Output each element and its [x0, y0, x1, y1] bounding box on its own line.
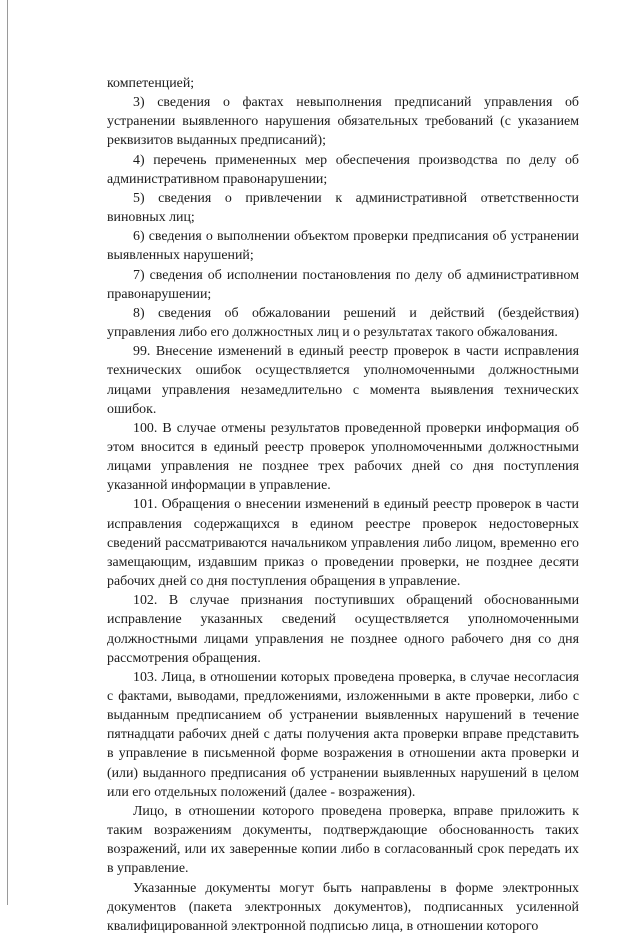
paragraph-101: 101. Обращения о внесении изменений в единый реестр проверок в части исправления содержащихся в едином реестре проверок недостоверных сведений рассматриваются начальником управления либо лицом, временно его замещающим, издавшим приказ о проведении проверки, не позднее десяти рабочих дней со дня поступления обращения в управление. — [107, 497, 579, 590]
paragraph-100: 100. В случае отмены результатов проведенной проверки информация об этом вносится в единый реестр проверок уполномоченными должностными лицами управления не позднее трех рабочих дней со дня поступления указанной информации в управление. — [107, 420, 579, 494]
paragraph-item-8: 8) сведения об обжаловании решений и действий (бездействия) управления либо его должностных лиц и о результатах такого обжалования. — [107, 305, 579, 341]
paragraph-103-objections: Лицо, в отношении которого проведена проверка, вправе приложить к таким возражениям документы, подтверждающие обоснованность таких возражений, или их заверенные копии либо в согласованный срок передать их в управление. — [107, 803, 579, 877]
paragraph-continuation: компетенцией; — [107, 76, 195, 91]
paragraph-item-5: 5) сведения о привлечении к административной ответственности виновных лиц; — [107, 190, 579, 226]
binding-margin-line — [7, 0, 8, 905]
paragraph-103-electronic: Указанные документы могут быть направлены в форме электронных документов (пакета электронных документов), подписанных усиленной квалифицированной электронной подписью лица, в отношении которого — [107, 880, 579, 934]
paragraph-item-4: 4) перечень примененных мер обеспечения производства по делу об административном правонарушении; — [107, 152, 579, 187]
paragraph-item-3: 3) сведения о фактах невыполнения предписаний управления об устранении выявленного нарушения обязательных требований (с указанием реквизитов выданных предписаний); — [107, 95, 579, 149]
document-body — [107, 74, 579, 936]
paragraph-99: 99. Внесение изменений в единый реестр проверок в части исправления технических ошибок осуществляется уполномоченными должностными лицами управления незамедлительно с момента выявления технических ошибок. — [107, 344, 579, 417]
paragraph-item-6: 6) сведения о выполнении объектом проверки предписания об устранении выявленных нарушений; — [107, 229, 579, 264]
paragraph-103: 103. Лица, в отношении которых проведена проверка, в случае несогласия с фактами, выводами, предложениями, изложенными в акте проверки, либо с выданным предписанием об устранении выявленных нарушений в течение пятнадцати рабочих дней с даты получения акта проверки вправе представить в управление в письменной форме возражения в отношении акта проверки и (или) выданного предписания об устранении выявленных нарушений в целом или его отдельных положений (далее - возражения). — [107, 669, 579, 800]
paragraph-item-7: 7) сведения об исполнении постановления по делу об административном правонарушении; — [107, 267, 579, 302]
paragraph-102: 102. В случае признания поступивших обращений обоснованными исправление указанных сведений осуществляется уполномоченными должностными лицами управления не позднее одного рабочего дня со дня рассмотрения обращения. — [107, 593, 579, 666]
